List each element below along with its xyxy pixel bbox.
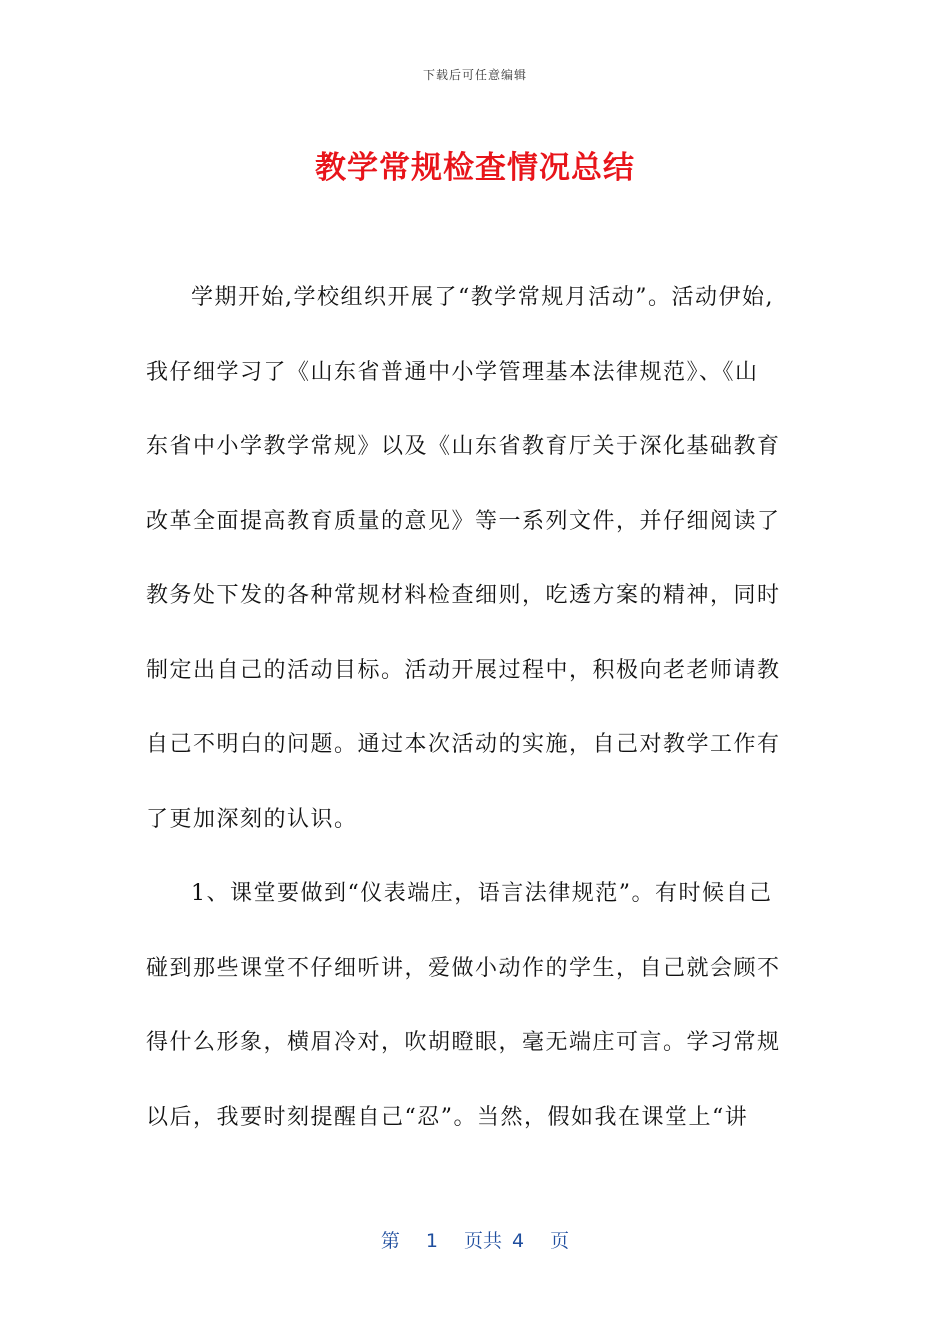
- page-suffix: 页: [550, 1230, 570, 1252]
- paragraph-line: 教务处下发的各种常规材料检查细则，吃透方案的精神，同时: [146, 583, 781, 608]
- header-note: 下载后可任意编辑: [422, 68, 527, 82]
- paragraph-line: 学期开始,学校组织开展了“教学常规月活动”。活动伊始,: [191, 285, 774, 310]
- paragraph-line: 以后，我要时刻提醒自己“忍”。当然，假如我在课堂上“讲: [146, 1104, 749, 1130]
- paragraph-line: 碰到那些课堂不仔细听讲，爱做小动作的学生，自己就会顾不: [146, 955, 781, 981]
- page-prefix: 第: [380, 1230, 400, 1252]
- page-current: 1: [425, 1230, 438, 1252]
- page-total: 4: [512, 1230, 525, 1252]
- page-number-footer: [0, 1226, 950, 1253]
- paragraph-line: 自己不明白的问题。通过本次活动的实施，自己对教学工作有: [146, 732, 781, 757]
- paragraph-line: 我仔细学习了《山东省普通中小学管理基本法律规范》、《山: [146, 359, 759, 385]
- paragraph-line: 东省中小学教学常规》以及《山东省教育厅关于深化基础教育: [146, 434, 781, 459]
- document-body: [146, 271, 806, 1165]
- paragraph-line: 制定出自己的活动目标。活动开展过程中，积极向老老师请教: [146, 657, 781, 683]
- document-title: 教学常规检查情况总结: [315, 150, 635, 186]
- paragraph-line: 1、课堂要做到“仪表端庄，语言法律规范”。有时候自己: [191, 881, 773, 906]
- page-mid: 页共: [463, 1230, 502, 1252]
- paragraph-line: 了更加深刻的认识。: [146, 806, 358, 832]
- paragraph-line: 改革全面提高教育质量的意见》等一系列文件，并仔细阅读了: [146, 508, 781, 534]
- paragraph-line: 得什么形象，横眉冷对，吹胡瞪眼，毫无端庄可言。学习常规: [146, 1030, 781, 1055]
